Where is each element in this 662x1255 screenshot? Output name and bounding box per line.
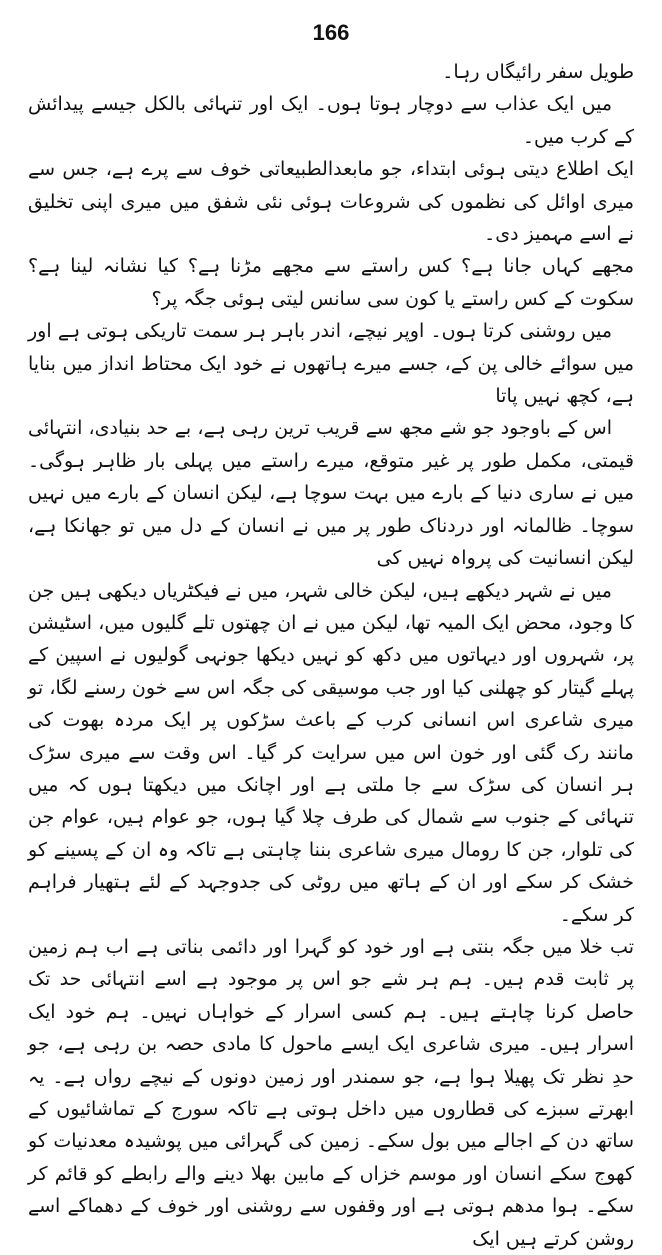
paragraph: طویل سفر رائیگاں رہا۔: [442, 61, 634, 83]
paragraph: مجھے کہاں جانا ہے؟ کس راستے سے مجھے مڑنا ہے؟ کیا نشانہ لینا ہے؟ سکوت کے کس راستے یا کون سی سانس لیتی ہوئی جگہ پر؟: [28, 255, 634, 310]
paragraph: ایک اطلاع دیتی ہوئی ابتداء، جو مابعدالطبیعاتی خوف سے پرے ہے، جس سے میری اوائل کی نظموں کی شروعات ہوئی نئی شفق میں میری اپنی تخلیق نے اسے مہمیز دی۔: [28, 158, 634, 246]
paragraph: میں ایک عذاب سے دوچار ہوتا ہوں۔ ایک اور تنہائی بالکل جیسے پیدائش کے کرب میں۔: [28, 93, 634, 148]
paragraph: میں روشنی کرتا ہوں۔ اوپر نیچے، اندر باہر ہر سمت تاریکی ہوتی ہے اور میں سوائے خالی پن کے، جسے میرے ہاتھوں نے خود ایک محتاط انداز میں بنایا ہے، کچھ نہیں پاتا: [28, 320, 634, 408]
page-number: 166: [312, 20, 350, 45]
paragraph: میں نے شہر دیکھے ہیں، لیکن خالی شہر، میں نے فیکٹریاں دیکھی ہیں جن کا وجود، محض ایک المیہ تھا، لیکن میں نے ان چھتوں تلے گلیوں میں، اسٹیشن پر، شہروں اور دیہاتوں میں دکھ کو نہیں دیکھا جونہی گولیوں نے اسپین کے پہلے گیتار کو چھلنی کیا اور جب موسیقی کی جگہ اس سے خون رسنے لگا، تو میری شاعری اس انسانی کرب کے باعث سڑکوں پر ایک مردہ بھوت کی مانند رک گئی اور خون اس میں سرایت کر گیا۔ اس وقت سے میری سڑک ہر انسان کی سڑک سے جا ملتی ہے اور اچانک میں دیکھتا ہوں کہ میں تنہائی کے جنوب سے شمال کی طرف چلا گیا ہوں، جو عوام ہیں، عوام جن کی تلوار، جن کا رومال میری شاعری بننا چاہتی ہے تاکہ وہ ان کے پسینے کو خشک کر سکے اور ان کے ہاتھ میں روٹی کی جدوجہد کے لئے ہتھیار فراہم کر سکے۔: [28, 579, 634, 926]
paragraph: اس کے باوجود جو شے مجھ سے قریب ترین رہی ہے، بے حد بنیادی، انتہائی قیمتی، مکمل طور پر غیر متوقع، میرے راستے میں پہلی بار ظاہر ہوگی۔ میں نے ساری دنیا کے بارے میں بہت سوچا ہے، لیکن انسان کے بارے میں نہیں سوچا۔ ظالمانہ اور دردناک طور پر میں نے انسان کے دل میں تو جھانکا ہے، لیکن انسانیت کی پرواہ نہیں کی: [28, 417, 634, 570]
body-text: [28, 56, 634, 1255]
paragraph: تب خلا میں جگہ بنتی ہے اور خود کو گہرا اور دائمی بناتی ہے اب ہم زمین پر ثابت قدم ہیں۔ ہم ہر شے جو اس پر موجود ہے اسے انتہائی حد تک حاصل کرنا چاہتے ہیں۔ ہم کسی اسرار کے خواہاں نہیں۔ ہم خود ایک اسرار ہیں۔ میری شاعری ایک ایسے ماحول کا مادی حصہ بن رہی ہے، جو حدِ نظر تک پھیلا ہوا ہے، جو سمندر اور زمین دونوں کے نیچے رواں ہے۔ یہ ابھرتے سبزے کی قطاروں میں داخل ہوتی ہے تاکہ سورج کے تماشائیوں کے ساتھ دن کے اجالے میں بول سکے۔ زمین کی گہرائی میں پوشیدہ معدنیات کو کھوج سکے انسان اور موسم خزاں کے مابین بھلا دینے والے رابطے کو قائم کر سکے۔ ہوا مدھم ہوتی ہے اور وقفوں سے روشنی اور خوف کے دھماکے اسے روشن کرتے ہیں ایک: [28, 935, 634, 1250]
